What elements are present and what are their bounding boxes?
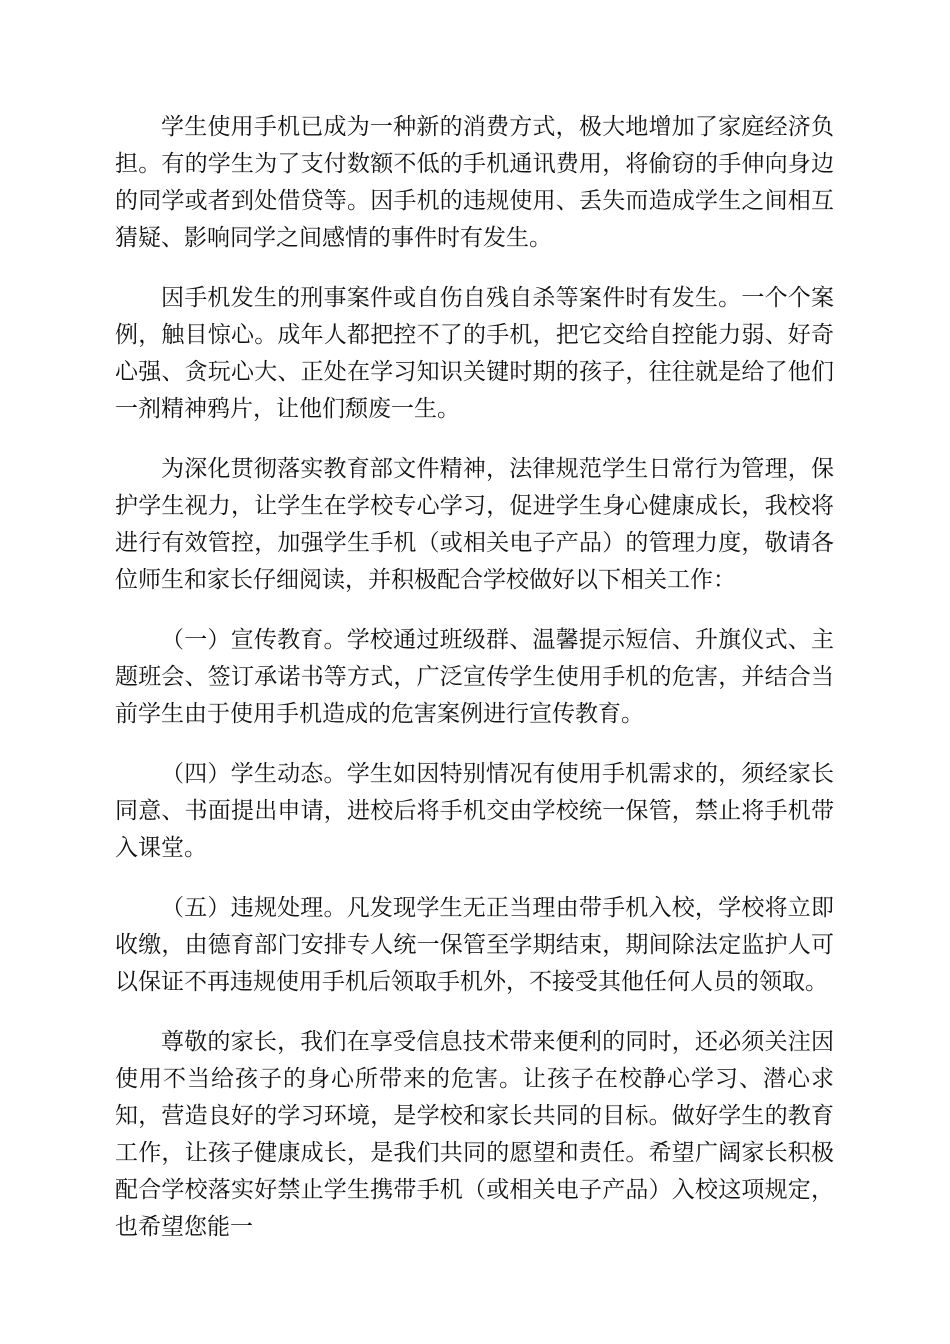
paragraph-criminal-cases: 因手机发生的刑事案件或自伤自残自杀等案件时有发生。一个个案例，触目惊心。成年人都把控不了的手机，把它交给自控能力弱、好奇心强、贪玩心大、正处在学习知识关键时期的孩子，往往就是给了他们一剂精神鸦片，让他们颓废一生。 [115, 285, 834, 422]
paragraph-item-student-status: （四）学生动态。学生如因特别情况有使用手机需求的，须经家长同意、书面提出申请，进校后将手机交由学校统一保管，禁止将手机带入课堂。 [115, 761, 834, 861]
paragraph-item-publicity-education: （一）宣传教育。学校通过班级群、温馨提示短信、升旗仪式、主题班会、签订承诺书等方式，广泛宣传学生使用手机的危害，并结合当前学生由于使用手机造成的危害案例进行宣传教育。 [115, 627, 834, 727]
paragraph-item-violation-handling: （五）违规处理。凡发现学生无正当理由带手机入校，学校将立即收缴，由德育部门安排专人统一保管至学期结束，期间除法定监护人可以保证不再违规使用手机后领取手机外，不接受其他任何人员的领取。 [115, 895, 834, 995]
paragraph-parent-appeal: 尊敬的家长，我们在享受信息技术带来便利的同时，还必须关注因使用不当给孩子的身心所带来的危害。让孩子在校静心学习、潜心求知，营造良好的学习环境，是学校和家长共同的目标。做好学生的教育工作，让孩子健康成长，是我们共同的愿望和责任。希望广阔家长积极配合学校落实好禁止学生携带手机（或相关电子产品）入校这项规定，也希望您能一 [115, 1029, 834, 1240]
document-body [115, 109, 834, 1269]
paragraph-policy-purpose: 为深化贯彻落实教育部文件精神，法律规范学生日常行为管理，保护学生视力，让学生在学校专心学习，促进学生身心健康成长，我校将进行有效管控，加强学生手机（或相关电子产品）的管理力度，敬请各位师生和家长仔细阅读，并积极配合学校做好以下相关工作： [115, 456, 834, 593]
paragraph-consumption-burden: 学生使用手机已成为一种新的消费方式，极大地增加了家庭经济负担。有的学生为了支付数额不低的手机通讯费用，将偷窃的手伸向身边的同学或者到处借贷等。因手机的违规使用、丢失而造成学生之间相互猜疑、影响同学之间感情的事件时有发生。 [115, 114, 834, 251]
